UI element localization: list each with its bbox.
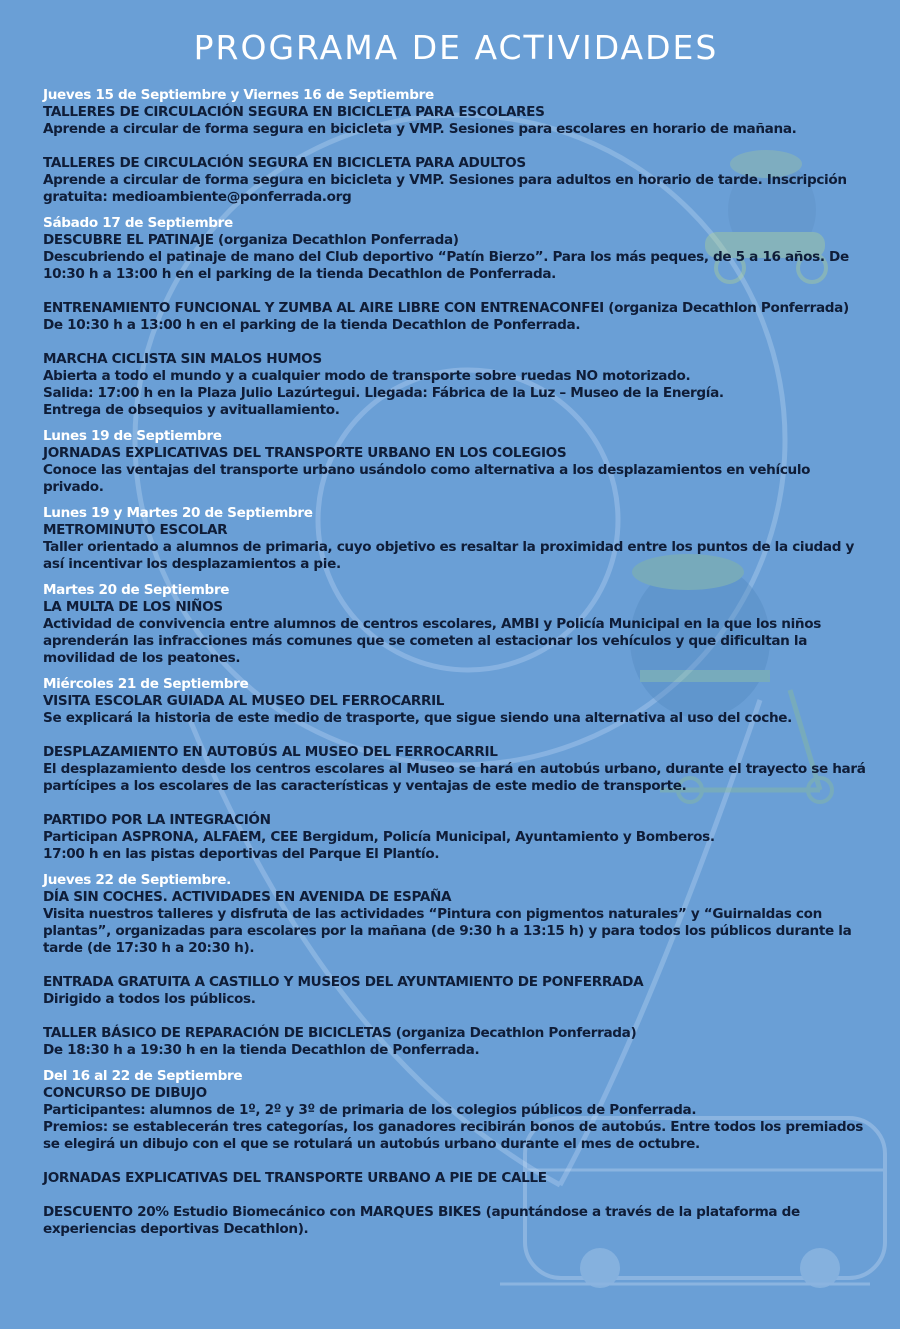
activity-description: Salida: 17:00 h en la Plaza Julio Lazúrtegui. Llegada: Fábrica de la Luz – Museo de la Energía. [43,385,724,401]
item-spacer [43,795,873,812]
day-section [43,1068,873,1238]
day-section [43,582,873,667]
activity-heading: DESPLAZAMIENTO EN AUTOBÚS AL MUSEO DEL FERROCARRIL [43,744,498,760]
activity-item [43,300,873,334]
activities-program [43,87,873,1238]
day-section [43,87,873,206]
activity-item [43,974,873,1008]
activity-item [43,522,873,573]
item-spacer [43,727,873,744]
day-label: Del 16 al 22 de Septiembre [43,1068,243,1084]
activity-item [43,445,873,496]
activity-description: El desplazamiento desde los centros escolares al Museo se hará en autobús urbano, durante el trayecto se hará partícipes a los escolares de las características y ventajas de este medio de transporte. [43,761,866,794]
day-label: Jueves 22 de Septiembre. [43,872,231,888]
activity-description: Descubriendo el patinaje de mano del Club deportivo “Patín Bierzo”. Para los más peques, de 5 a 16 años. De 10:30 h a 13:00 h en el parking de la tienda Decathlon de Ponferrada. [43,249,849,282]
activity-heading: ENTRADA GRATUITA A CASTILLO Y MUSEOS DEL AYUNTAMIENTO DE PONFERRADA [43,974,644,990]
section-spacer [43,1059,873,1068]
section-spacer [43,206,873,215]
activity-description: Taller orientado a alumnos de primaria, cuyo objetivo es resaltar la proximidad entre los puntos de la ciudad y así incentivar los desplazamientos a pie. [43,539,855,572]
activity-description: Se explicará la historia de este medio de trasporte, que sigue siendo una alternativa al uso del coche. [43,710,792,726]
activity-heading: MARCHA CICLISTA SIN MALOS HUMOS [43,351,322,367]
activity-heading: JORNADAS EXPLICATIVAS DEL TRANSPORTE URBANO A PIE DE CALLE [43,1170,547,1186]
activity-description: Abierta a todo el mundo y a cualquier modo de transporte sobre ruedas NO motorizado. [43,368,691,384]
activity-heading: DESCUBRE EL PATINAJE (organiza Decathlon Ponferrada) [43,232,459,248]
activity-description: Aprende a circular de forma segura en bicicleta y VMP. Sesiones para escolares en horario de mañana. [43,121,797,137]
activity-heading: LA MULTA DE LOS NIÑOS [43,599,223,615]
activity-item [43,1170,873,1187]
activity-heading: ENTRENAMIENTO FUNCIONAL Y ZUMBA AL AIRE LIBRE CON ENTRENACONFEI (organiza Decathlon Ponferrada) [43,300,849,316]
activity-description: Participan ASPRONA, ALFAEM, CEE Bergidum, Policía Municipal, Ayuntamiento y Bomberos. [43,829,715,845]
activity-description: Entrega de obsequios y avituallamiento. [43,402,340,418]
activity-heading: JORNADAS EXPLICATIVAS DEL TRANSPORTE URBANO EN LOS COLEGIOS [43,445,567,461]
activity-description: Premios: se establecerán tres categorías, los ganadores recibirán bonos de autobús. Entre todos los premiados se elegirá un dibujo con el que se rotulará un autobús urbano durante el mes de octubre. [43,1119,864,1152]
day-label: Martes 20 de Septiembre [43,582,230,598]
day-label: Sábado 17 de Septiembre [43,215,233,231]
day-section [43,872,873,1059]
activity-item [43,1025,873,1059]
day-section [43,505,873,573]
activity-heading: TALLER BÁSICO DE REPARACIÓN DE BICICLETAS (organiza Decathlon Ponferrada) [43,1025,637,1041]
activity-item [43,232,873,283]
activity-description: 17:00 h en las pistas deportivas del Parque El Plantío. [43,846,440,862]
activity-item [43,599,873,667]
activity-item [43,744,873,795]
activity-heading: PARTIDO POR LA INTEGRACIÓN [43,812,271,828]
item-spacer [43,138,873,155]
activity-description: Aprende a circular de forma segura en bicicleta y VMP. Sesiones para adultos en horario de tarde. Inscripción gratuita: medioambiente@ponferrada.org [43,172,847,205]
item-spacer [43,283,873,300]
section-spacer [43,419,873,428]
item-spacer [43,1153,873,1170]
activity-item [43,1085,873,1153]
activity-item [43,889,873,957]
activity-item [43,812,873,863]
day-section [43,215,873,419]
activity-description: Dirigido a todos los públicos. [43,991,256,1007]
activity-heading: TALLERES DE CIRCULACIÓN SEGURA EN BICICLETA PARA ESCOLARES [43,104,545,120]
section-spacer [43,863,873,872]
activity-description: Conoce las ventajas del transporte urbano usándolo como alternativa a los desplazamientos en vehículo privado. [43,462,811,495]
day-label: Lunes 19 y Martes 20 de Septiembre [43,505,313,521]
activity-heading: CONCURSO DE DIBUJO [43,1085,207,1101]
section-spacer [43,573,873,582]
day-label: Jueves 15 de Septiembre y Viernes 16 de Septiembre [43,87,434,103]
activity-item [43,155,873,206]
page-title: PROGRAMA DE ACTIVIDADES [193,28,719,67]
activity-description: Participantes: alumnos de 1º, 2º y 3º de primaria de los colegios públicos de Ponferrada. [43,1102,697,1118]
day-label: Miércoles 21 de Septiembre [43,676,249,692]
activity-item [43,104,873,138]
item-spacer [43,334,873,351]
day-section [43,676,873,863]
activity-description: De 10:30 h a 13:00 h en el parking de la tienda Decathlon de Ponferrada. [43,317,581,333]
activity-heading: TALLERES DE CIRCULACIÓN SEGURA EN BICICLETA PARA ADULTOS [43,155,526,171]
activity-description: Visita nuestros talleres y disfruta de las actividades “Pintura con pigmentos naturales” y “Guirnaldas con plantas”, organizadas para escolares por la mañana (de 9:30 h a 13:15 h) y para todos los públicos durante la tarde (de 17:30 h a 20:30 h). [43,906,852,956]
item-spacer [43,957,873,974]
activity-heading: VISITA ESCOLAR GUIADA AL MUSEO DEL FERROCARRIL [43,693,445,709]
item-spacer [43,1008,873,1025]
activity-item [43,1204,873,1238]
activity-heading: DESCUENTO 20% Estudio Biomecánico con MARQUES BIKES (apuntándose a través de la plataforma de experiencias deportivas Decathlon). [43,1204,800,1237]
activity-item [43,693,873,727]
activity-heading: METROMINUTO ESCOLAR [43,522,228,538]
activity-item [43,351,873,419]
day-section [43,428,873,496]
item-spacer [43,1187,873,1204]
activity-description: De 18:30 h a 19:30 h en la tienda Decathlon de Ponferrada. [43,1042,480,1058]
activity-description: Actividad de convivencia entre alumnos de centros escolares, AMBI y Policía Municipal en la que los niños aprenderán las infracciones más comunes que se cometen al estacionar los vehículos y que dificultan la movilidad de los peatones. [43,616,821,666]
section-spacer [43,496,873,505]
activity-heading: DÍA SIN COCHES. ACTIVIDADES EN AVENIDA DE ESPAÑA [43,889,452,905]
day-label: Lunes 19 de Septiembre [43,428,222,444]
section-spacer [43,667,873,676]
